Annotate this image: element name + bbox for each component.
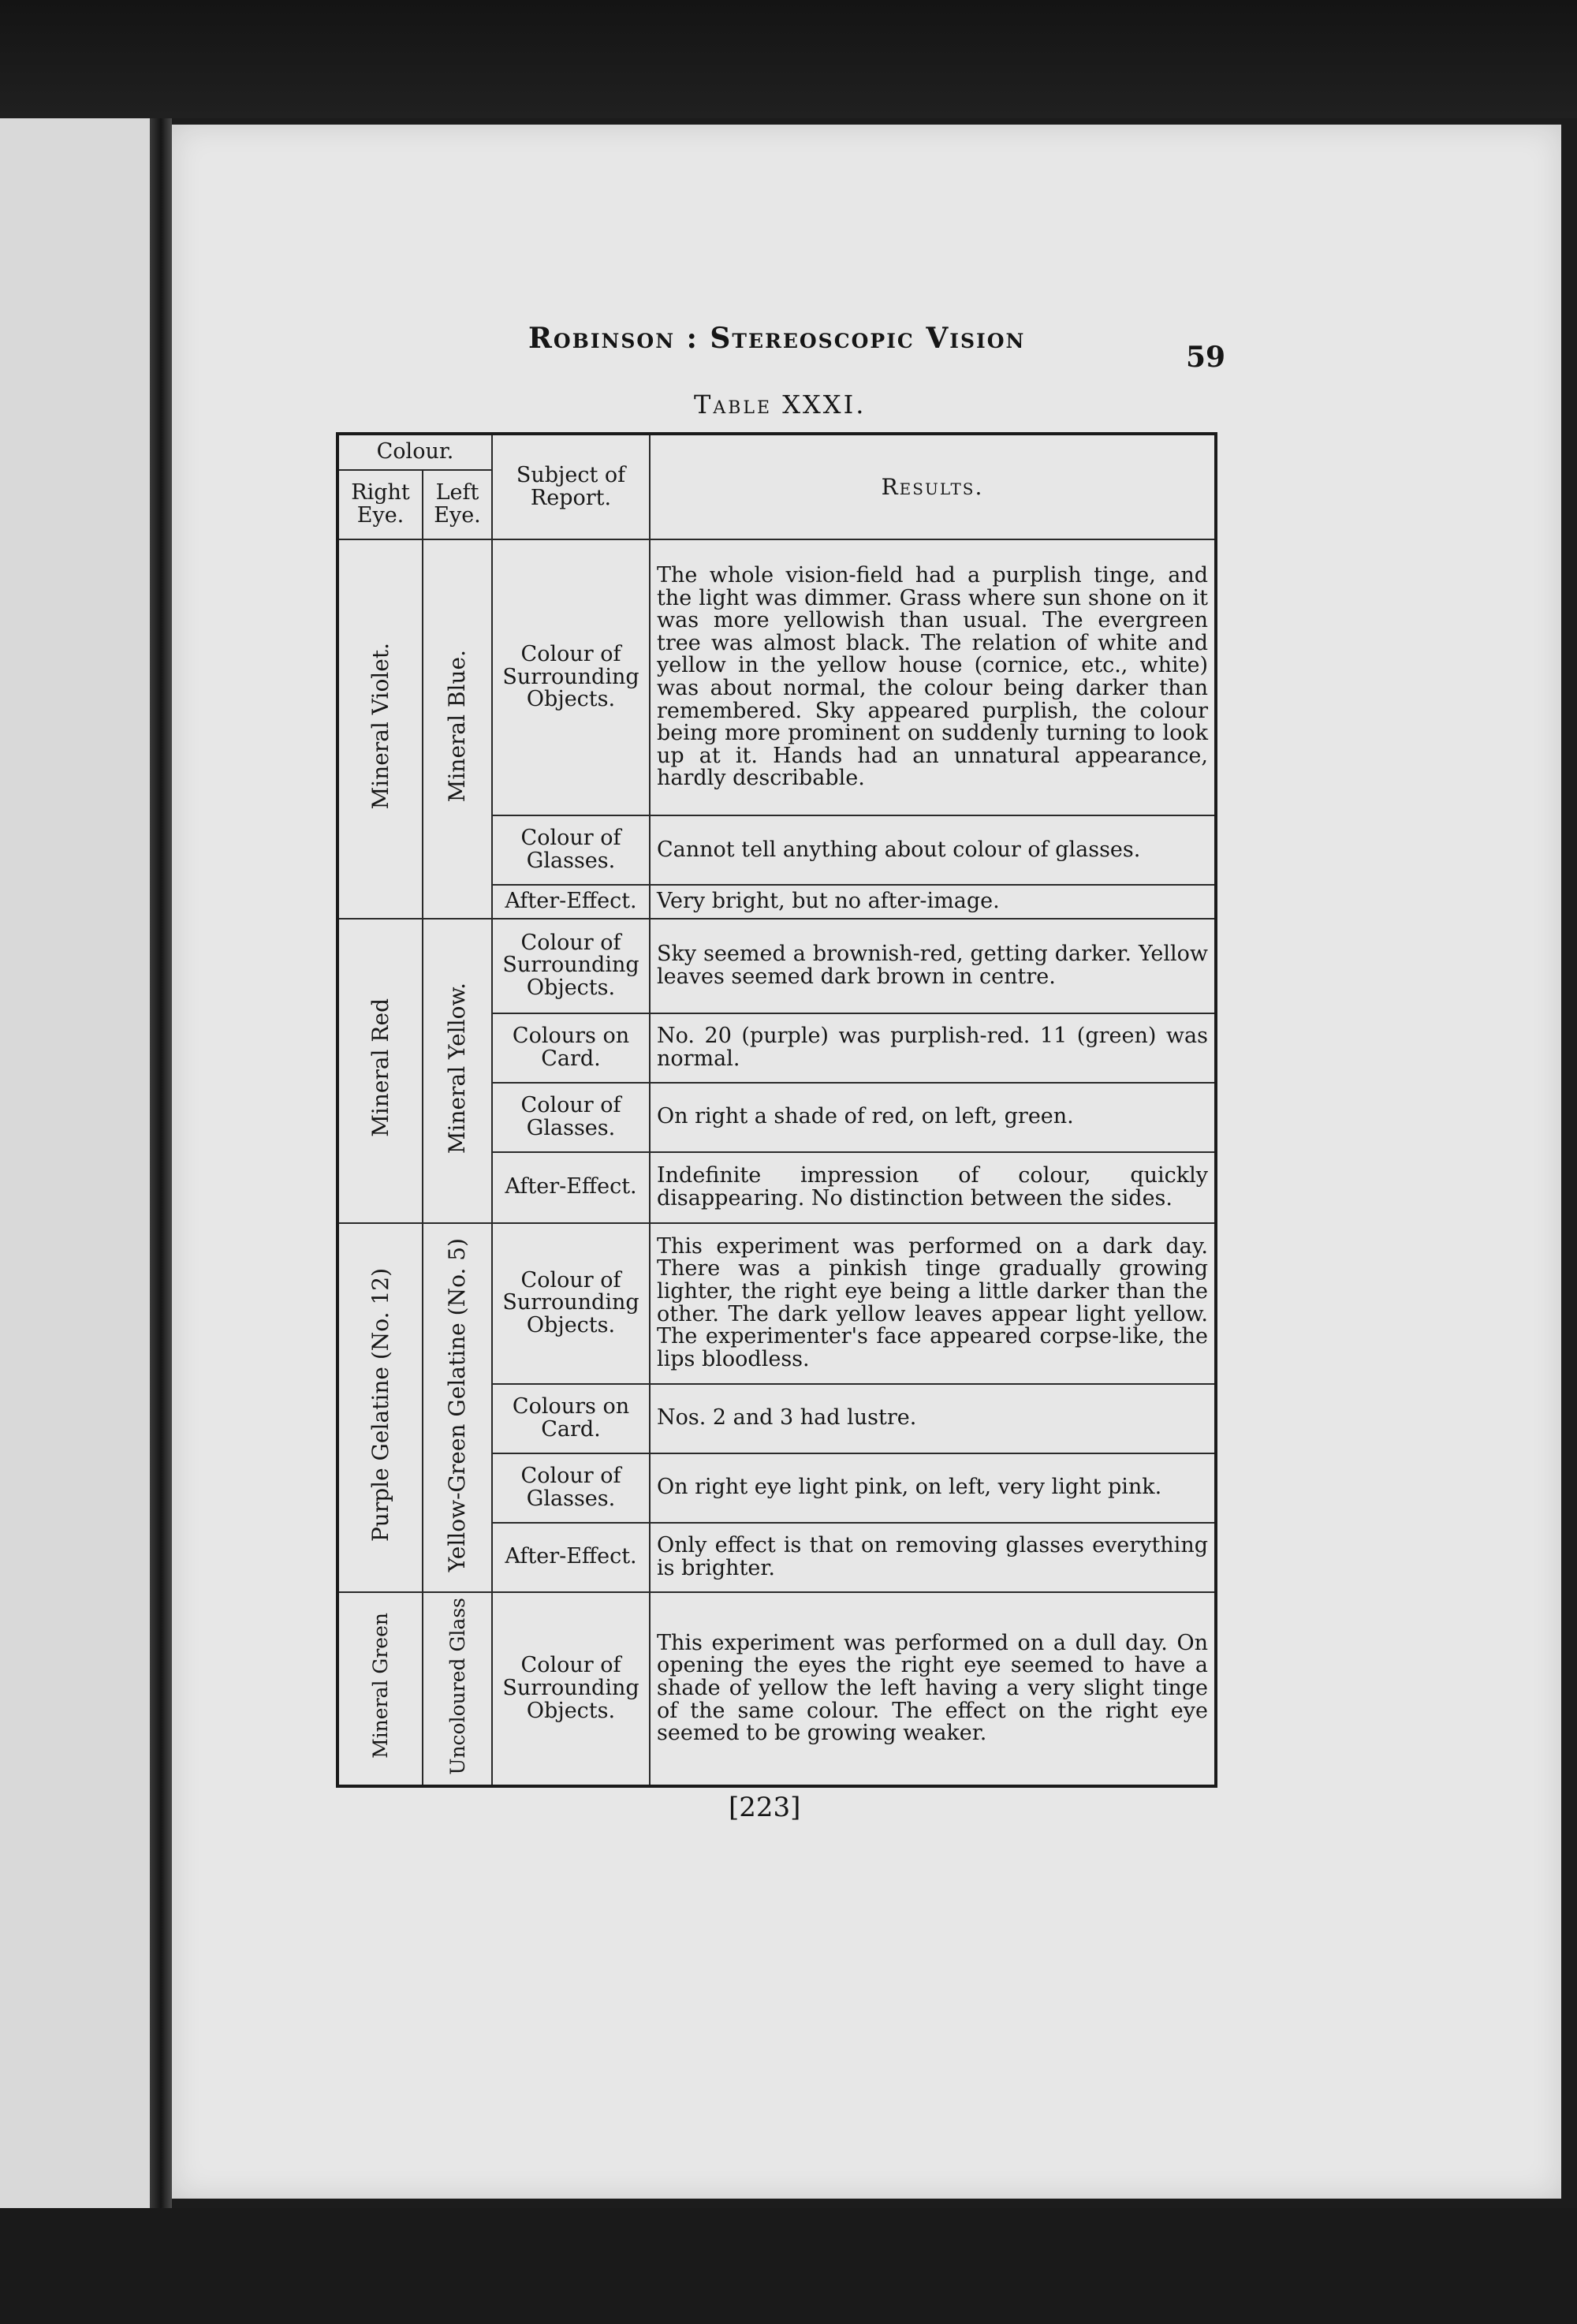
result-cell: The whole vision-field had a purplish tinge, and the light was dimmer. Grass where sun shone on it was more yellowish than usual. The evergreen tree was almost black. The relation of white and yellow in the yellow house (cornice, etc., white) was about normal, the colour being darker than remembered. Sky appeared purplish, the colour being more prominent on suddenly turning to look up at it. Hands had an unnatural appearance, hardly describable. [650, 539, 1216, 815]
subject-cell: Colour of Glasses. [492, 1083, 650, 1152]
result-cell: Indefinite impression of colour, quickly disappearing. No distinction between the sides. [650, 1152, 1216, 1223]
subject-cell: After-Effect. [492, 885, 650, 919]
footer-page-number: [223] [729, 1792, 801, 1823]
facing-page-edge [0, 118, 158, 2208]
result-cell: Only effect is that on removing glasses everything is brighter. [650, 1523, 1216, 1592]
subject-cell: After-Effect. [492, 1152, 650, 1223]
table-caption: Table XXXI. [694, 390, 867, 420]
left-eye-colour: Mineral Blue. [423, 539, 492, 919]
subject-header: Subject of Report. [492, 434, 650, 539]
right-eye-colour: Mineral Violet. [337, 539, 423, 919]
subject-cell: Colours on Card. [492, 1013, 650, 1083]
right-eye-colour: Mineral Green [337, 1592, 423, 1786]
subject-cell: Colour of Surrounding Objects. [492, 539, 650, 815]
result-cell: Cannot tell anything about colour of glasses. [650, 815, 1216, 885]
table-container [336, 432, 1214, 1788]
result-cell: No. 20 (purple) was purplish-red. 11 (green) was normal. [650, 1013, 1216, 1083]
scan-background-bottom [0, 2208, 1577, 2324]
result-cell: Very bright, but no after-image. [650, 885, 1216, 919]
result-cell: Nos. 2 and 3 had lustre. [650, 1384, 1216, 1453]
subject-cell: Colour of Glasses. [492, 815, 650, 885]
subject-cell: Colour of Surrounding Objects. [492, 1592, 650, 1786]
subject-cell: Colours on Card. [492, 1384, 650, 1453]
subject-cell: After-Effect. [492, 1523, 650, 1592]
left-eye-colour: Yellow-Green Gelatine (No. 5) [423, 1223, 492, 1592]
results-table [336, 432, 1217, 1788]
left-eye-header: Left Eye. [423, 470, 492, 539]
subject-cell: Colour of Glasses. [492, 1453, 650, 1523]
result-cell: Sky seemed a brownish-red, getting darker. Yellow leaves seemed dark brown in centre. [650, 919, 1216, 1013]
left-eye-colour: Uncoloured Glass [423, 1592, 492, 1786]
result-cell: On right eye light pink, on left, very light pink. [650, 1453, 1216, 1523]
right-eye-colour: Mineral Red [337, 919, 423, 1223]
scan-background-top [0, 0, 1577, 118]
page-number: 59 [1186, 341, 1226, 374]
result-cell: On right a shade of red, on left, green. [650, 1083, 1216, 1152]
result-cell: This experiment was performed on a dark day. There was a pinkish tinge gradually growing lighter, the right eye being a little darker than the other. The dark yellow leaves appear light yellow. The experimenter's face appeared corpse-like, the lips bloodless. [650, 1223, 1216, 1384]
book-spine [150, 118, 172, 2208]
colour-header: Colour. [337, 434, 492, 470]
right-eye-header: Right Eye. [337, 470, 423, 539]
right-eye-colour: Purple Gelatine (No. 12) [337, 1223, 423, 1592]
result-cell: This experiment was performed on a dull day. On opening the eyes the right eye seemed to have a shade of yellow the left having a very slight tinge of the same colour. The effect on the right eye seemed to be growing weaker. [650, 1592, 1216, 1786]
subject-cell: Colour of Surrounding Objects. [492, 1223, 650, 1384]
left-eye-colour: Mineral Yellow. [423, 919, 492, 1223]
results-header: Results. [650, 434, 1216, 539]
running-head: Robinson : Stereoscopic Vision [528, 322, 1026, 355]
subject-cell: Colour of Surrounding Objects. [492, 919, 650, 1013]
